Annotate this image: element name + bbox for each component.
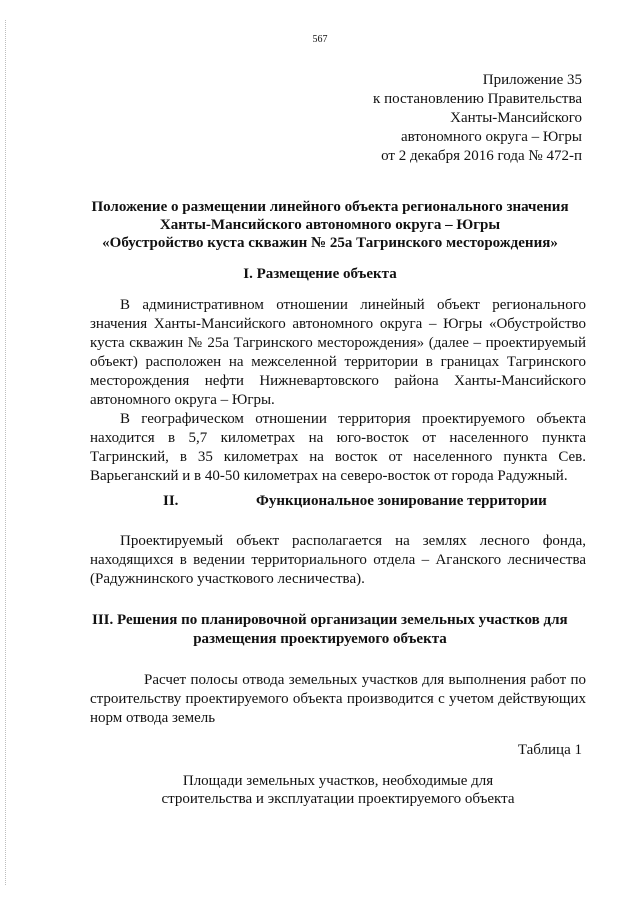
- appendix-line: к постановлению Правительства: [373, 91, 582, 107]
- section-1-body: [90, 296, 586, 486]
- page-number: 567: [312, 34, 328, 45]
- section-2-number: II.: [163, 493, 179, 509]
- section-1-heading: I. Размещение объекта: [243, 266, 397, 282]
- section-3-heading-line-1: III. Решения по планировочной организации земельных участков для: [92, 612, 568, 628]
- appendix-line: автономного округа – Югры: [400, 129, 582, 145]
- section-2-heading: Функциональное зонирование территории: [256, 493, 547, 509]
- table-caption: [90, 772, 586, 808]
- scan-margin-dots: [5, 20, 8, 885]
- section-2-paragraph: Проектируемый объект располагается на землях лесного фонда, находящихся в ведении территориального отдела – Аганского лесничества (Радужнинского участкового лесничества).: [90, 533, 586, 587]
- section-1-paragraph: В географическом отношении территория проектируемого объекта находится в 5,7 километрах на юго-восток от населенного пункта Тагринский, в 35 километрах на восток от населенного пункта Сев. Варьеганский и в 40-50 километрах на северо-восток от города Радужный.: [90, 411, 586, 484]
- document-title: [70, 198, 590, 252]
- appendix-line: Ханты-Мансийского: [450, 110, 582, 126]
- section-3-body: [90, 671, 586, 728]
- section-3-heading-line-2: размещения проектируемого объекта: [193, 631, 447, 647]
- table-caption-line: строительства и эксплуатации проектируемого объекта: [161, 791, 515, 807]
- section-3-paragraph: Расчет полосы отвода земельных участков для выполнения работ по строительству проектируемого объекта производится с учетом действующих норм отвода земель: [90, 672, 586, 726]
- title-line: «Обустройство куста скважин № 25а Тагринского месторождения»: [102, 235, 558, 251]
- appendix-block: [373, 71, 582, 166]
- title-line: Ханты-Мансийского автономного округа – Югры: [159, 217, 501, 233]
- table-caption-line: Площади земельных участков, необходимые для: [182, 773, 494, 789]
- title-line: Положение о размещении линейного объекта регионального значения: [91, 199, 569, 215]
- section-1-paragraph: В административном отношении линейный объект регионального значения Ханты-Мансийского автономного округа – Югры «Обустройство куста скважин № 25а Тагринского месторождения» (далее – проектируемый объект) расположен на межселенной территории в границах Тагринского месторождения нефти Нижневартовского района Ханты-Мансийского автономного округа – Югры.: [90, 297, 586, 408]
- section-2-body: [90, 532, 586, 589]
- table-label: Таблица 1: [517, 742, 582, 758]
- appendix-line: от 2 декабря 2016 года № 472-п: [381, 148, 582, 164]
- appendix-line: Приложение 35: [482, 72, 582, 88]
